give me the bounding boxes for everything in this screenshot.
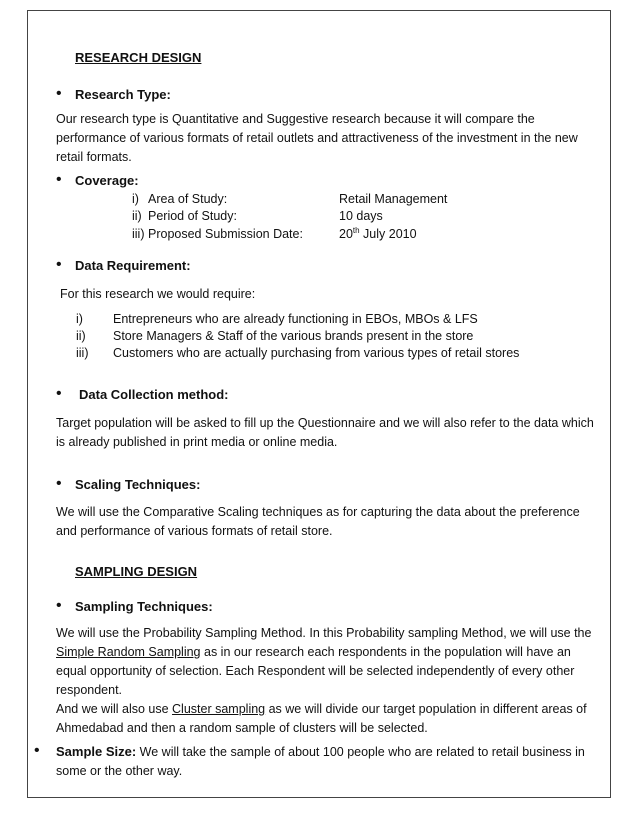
coverage-row-key: Area of Study: — [148, 192, 228, 206]
bullet-icon: • — [56, 385, 62, 402]
research-type-text: Our research type is Quantitative and Suggestive research because it will compare the performance of various formats of retail outlets and attractiveness of the investment in the new retail formats. — [56, 112, 578, 164]
coverage-row-key: Period of Study: — [148, 209, 237, 223]
coverage-row-value: Retail Management — [339, 192, 448, 206]
sample-size-label: Sample Size: — [56, 744, 137, 759]
list-item: Store Managers & Staff of the various brands present in the store — [113, 329, 474, 343]
sampling-techniques-paragraph-1: We will use the Probability Sampling Method. In this Probability sampling Method, we will use the Simple Random Sampling as in our research each respondents in the population will have an equal opportunity of selection. Each Respondent will be selected independently of every other respondent. — [56, 626, 592, 697]
bullet-icon: • — [34, 742, 40, 759]
list-item-num: ii) — [76, 329, 86, 343]
cluster-sampling-link[interactable]: Cluster sampling — [172, 702, 266, 716]
submission-date-value: 20th July 2010 — [339, 225, 417, 241]
data-collection-label: Data Collection method: — [79, 387, 229, 402]
scaling-label: Scaling Techniques: — [75, 477, 201, 492]
bullet-icon: • — [56, 597, 62, 614]
sampling-techniques-label: Sampling Techniques: — [75, 599, 213, 614]
sample-size-text: Sample Size: We will take the sample of about 100 people who are related to retail business in some or the other way. — [56, 744, 585, 778]
coverage-row-key: Proposed Submission Date: — [148, 227, 303, 241]
coverage-row-value: 10 days — [339, 209, 383, 223]
coverage-row-num: ii) — [132, 209, 142, 223]
bullet-icon: • — [56, 475, 62, 492]
data-collection-text: Target population will be asked to fill up the Questionnaire and we will also refer to the data which is already published in print media or online media. — [56, 416, 594, 449]
scaling-text: We will use the Comparative Scaling techniques as for capturing the data about the preference and performance of various formats of retail store. — [56, 505, 580, 538]
list-item-num: i) — [76, 312, 83, 326]
coverage-label: Coverage: — [75, 173, 139, 188]
sampling-techniques-paragraph-2: And we will also use Cluster sampling as we will divide our target population in different areas of Ahmedabad and then a random sample of clusters will be selected. — [56, 702, 587, 735]
data-requirement-label: Data Requirement: — [75, 258, 191, 273]
data-requirement-intro: For this research we would require: — [60, 287, 256, 301]
bullet-icon: • — [56, 85, 62, 102]
list-item: Entrepreneurs who are already functioning in EBOs, MBOs & LFS — [113, 312, 478, 326]
research-type-label: Research Type: — [75, 87, 171, 102]
list-item-num: iii) — [76, 346, 89, 360]
simple-random-sampling-link[interactable]: Simple Random Sampling — [56, 645, 201, 659]
sampling-design-heading: SAMPLING DESIGN — [75, 564, 198, 579]
coverage-row-num: i) — [132, 192, 139, 206]
bullet-icon: • — [56, 256, 62, 273]
list-item: Customers who are actually purchasing from various types of retail stores — [113, 346, 520, 360]
research-design-heading: RESEARCH DESIGN — [75, 50, 202, 65]
coverage-row-num: iii) — [132, 227, 145, 241]
bullet-icon: • — [56, 171, 62, 188]
